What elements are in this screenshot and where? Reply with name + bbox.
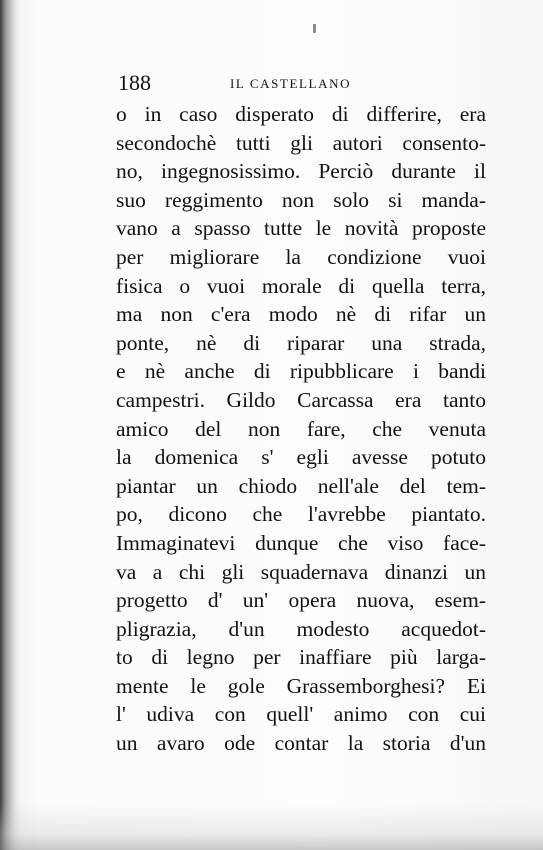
text-line: suo reggimento non solo si manda- xyxy=(116,187,486,212)
body-text xyxy=(116,100,486,758)
running-head: IL CASTELLANO xyxy=(230,76,352,91)
text-line: ponte, nè di riparar una strada, xyxy=(116,330,486,355)
text-line: per migliorare la condizione vuoi xyxy=(116,244,486,269)
page-bottom-edge xyxy=(0,804,543,850)
text-line: fisica o vuoi morale di quella terra, xyxy=(116,273,486,298)
text-line: va a chi gli squadernava dinanzi un xyxy=(116,559,486,584)
text-line: no, ingegnosissimo. Perciò durante il xyxy=(116,159,486,184)
page-header xyxy=(118,70,488,100)
text-line: e nè anche di ripubblicare i bandi xyxy=(116,359,486,384)
text-line: mente le gole Grassemborghesi? Ei xyxy=(116,673,486,698)
text-line: amico del non fare, che venuta xyxy=(116,416,486,441)
text-line: l' udiva con quell' animo con cui xyxy=(116,702,486,727)
text-line: la domenica s' egli avesse potuto xyxy=(116,445,486,470)
binding-gutter-shadow xyxy=(0,0,22,850)
text-line: piantar un chiodo nell'ale del tem- xyxy=(116,473,486,498)
text-line: o in caso disperato di differire, era xyxy=(116,102,486,126)
text-line: po, dicono che l'avrebbe piantato. xyxy=(116,502,486,527)
text-line: progetto d' un' opera nuova, esem- xyxy=(116,588,486,613)
ink-mark xyxy=(313,24,316,33)
text-line: to di legno per inaffiare più larga- xyxy=(116,645,486,670)
page-number: 188 xyxy=(118,70,151,95)
text-line: Immaginatevi dunque che viso face- xyxy=(116,530,486,555)
text-line: vano a spasso tutte le novità proposte xyxy=(116,216,486,241)
text-line: pligrazia, d'un modesto acquedot- xyxy=(116,616,486,641)
text-line: ma non c'era modo nè di rifar un xyxy=(116,302,486,327)
text-line: secondochè tutti gli autori consento- xyxy=(116,130,486,155)
text-line: campestri. Gildo Carcassa era tanto xyxy=(116,387,486,412)
text-line: un avaro ode contar la storia d'un xyxy=(116,731,486,756)
